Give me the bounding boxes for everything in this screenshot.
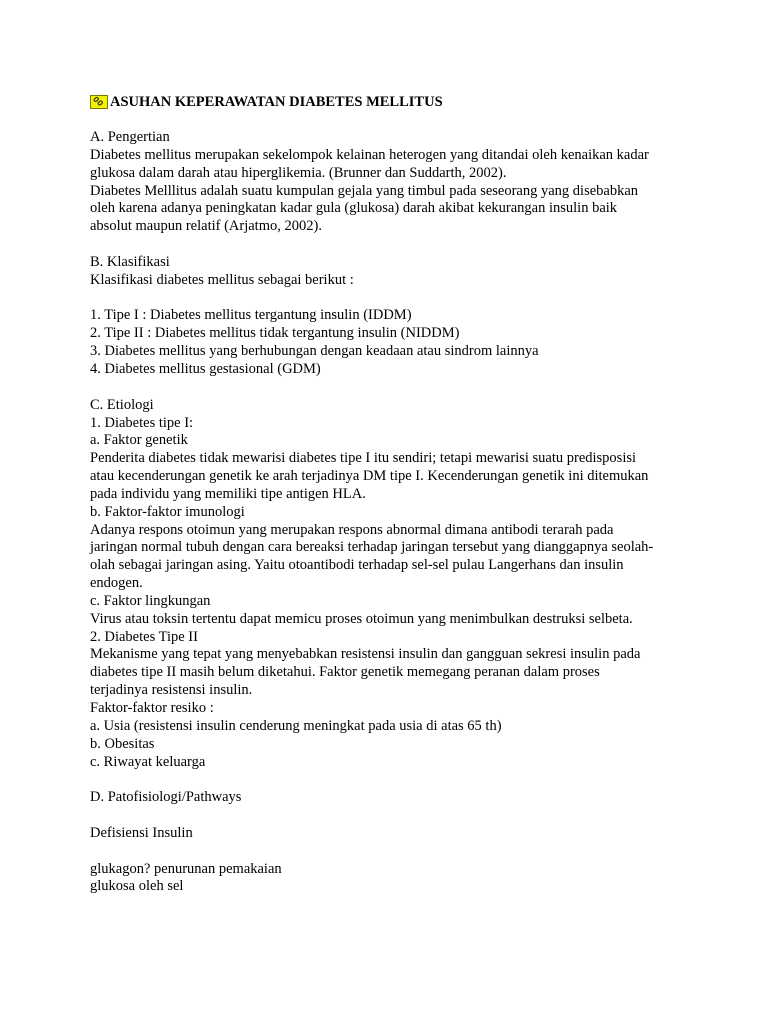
blank-line: [90, 236, 708, 254]
text-line: c. Riwayat keluarga: [90, 753, 206, 770]
text-line: 4. Diabetes mellitus gestasional (GDM): [90, 360, 321, 377]
text-line: Defisiensi Insulin: [90, 824, 193, 841]
text-line: 2. Tipe II : Diabetes mellitus tidak tergantung insulin (NIDDM): [90, 325, 460, 342]
text-line: Faktor-faktor resiko :: [90, 700, 214, 716]
text-line: Diabetes mellitus merupakan sekelompok kelainan heterogen yang ditandai oleh kenaikan kadar: [90, 146, 649, 163]
text-line: b. Obesitas: [90, 735, 155, 752]
title-row: [90, 93, 708, 111]
text-line: b. Faktor-faktor imunologi: [90, 503, 245, 520]
text-line: 3. Diabetes mellitus yang berhubungan dengan keadaan atau sindrom lainnya: [90, 343, 539, 360]
text-line: terjadinya resistensi insulin.: [90, 682, 253, 699]
text-line: absolut maupun relatif (Arjatmo, 2002).: [90, 218, 322, 235]
text-line: Mekanisme yang tepat yang menyebabkan resistensi insulin dan gangguan sekresi insulin pada: [90, 646, 641, 663]
text-line: diabetes tipe II masih belum diketahui. Faktor genetik memegang peranan dalam proses: [90, 664, 600, 681]
text-line: glukosa oleh sel: [90, 878, 184, 895]
text-line: endogen.: [90, 575, 143, 592]
text-line: olah sebagai jaringan asing. Yaitu otoantibodi terhadap sel-sel pulau Langerhans dan insulin: [90, 557, 624, 574]
blank-line: [90, 807, 708, 825]
document-title: ASUHAN KEPERAWATAN DIABETES MELLITUS: [110, 94, 443, 110]
document-body: [90, 129, 708, 896]
text-line: Diabetes Melllitus adalah suatu kumpulan gejala yang timbul pada seseorang yang disebabkan: [90, 182, 639, 199]
text-line: pada individu yang memiliki tipe antigen HLA.: [90, 485, 366, 502]
text-line: Virus atau toksin tertentu dapat memicu proses otoimun yang menimbulkan destruksi selbeta.: [90, 610, 633, 627]
text-line: A. Pengertian: [90, 129, 170, 145]
text-line: c. Faktor lingkungan: [90, 592, 211, 609]
blank-line: [90, 843, 708, 861]
text-line: glukagon? penurunan pemakaian: [90, 860, 282, 877]
text-line: 2. Diabetes Tipe II: [90, 628, 198, 645]
text-line: oleh karena adanya peningkatan kadar gula (glukosa) darah akibat kekurangan insulin baik: [90, 200, 618, 217]
text-line: Adanya respons otoimun yang merupakan respons abnormal dimana antibodi terarah pada: [90, 521, 614, 538]
text-line: 1. Diabetes tipe I:: [90, 414, 194, 431]
text-line: jaringan normal tubuh dengan cara bereaksi terhadap jaringan tersebut yang dianggapnya seolah-: [90, 539, 654, 556]
text-line: D. Patofisiologi/Pathways: [90, 789, 242, 806]
blank-line: [90, 290, 708, 308]
text-line: 1. Tipe I : Diabetes mellitus tergantung insulin (IDDM): [90, 307, 412, 324]
text-line: B. Klasifikasi: [90, 253, 170, 270]
text-line: a. Faktor genetik: [90, 432, 188, 449]
text-line: Klasifikasi diabetes mellitus sebagai berikut :: [90, 271, 354, 288]
blank-line: [90, 771, 708, 789]
text-line: C. Etiologi: [90, 396, 154, 413]
text-line: atau kecenderungan genetik ke arah terjadinya DM tipe I. Kecenderungan genetik ini ditemukan: [90, 468, 649, 485]
text-line: Penderita diabetes tidak mewarisi diabetes tipe I itu sendiri; tetapi mewarisi suatu predisposisi: [90, 450, 637, 467]
text-line: glukosa dalam darah atau hiperglikemia. (Brunner dan Suddarth, 2002).: [90, 164, 507, 181]
text-line: a. Usia (resistensi insulin cenderung meningkat pada usia di atas 65 th): [90, 717, 502, 734]
pencil-link-icon[interactable]: [90, 95, 108, 109]
blank-line: [90, 379, 708, 397]
